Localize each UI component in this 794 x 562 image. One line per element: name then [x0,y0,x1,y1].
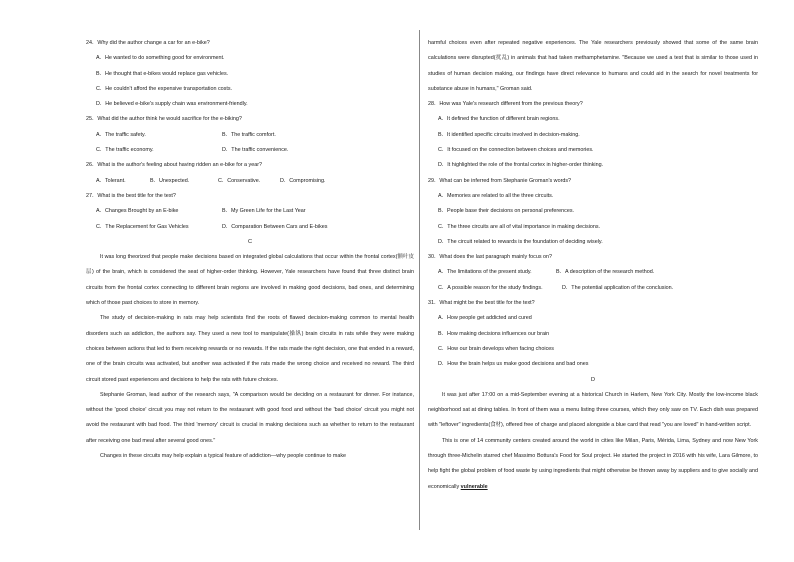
q30-option-c: C．A possible reason for the study findings. [438,284,543,291]
q25-option-d: D．The traffic convenience. [222,147,289,154]
q25-options-row1 [86,128,414,143]
q27-option-d: D．Comparation Between Cars and E-bikes [222,223,328,230]
q27-options-row2 [86,220,414,235]
question-24-stem: 24．Why did the author change a car for an e-bike? [86,40,210,46]
q28-option-d: D．It highlighted the role of the frontal cortex in higher-order thinking. [438,162,604,169]
q27-option-a: A．Changes Brought by an E-bike [96,208,179,215]
question-27-stem: 27．What is the best title for the text? [86,192,176,199]
q27-option-b: B．My Green Life for the Last Year [222,208,306,215]
q31-option-b: B．How making decisions influences our brain [438,330,550,337]
q24-option-b: B．He thought that e-bikes would replace gas vehicles. [96,70,229,77]
question-25-stem: 25．What did the author think he would sacrifice for the e-biking? [86,116,242,123]
section-d-heading: D [590,376,596,383]
underlined-word-vulnerable: vulnerable [460,483,488,490]
q31-option-d: D．How the brain helps us make good decisions and bad ones [438,361,589,368]
q26-option-d: D．Compromising. [280,177,326,184]
q27-option-c: C．The Replacement for Gas Vehicles [96,223,189,230]
q29-option-d: D．The circuit related to rewards is the foundation of deciding wisely. [438,238,603,245]
q26-option-a: A．Tolerant. [96,177,126,184]
q25-option-b: B．The traffic comfort. [222,131,276,138]
passage-c-paragraph-4: Changes in these circuits may help explain a typical feature of addiction—why people continue to make [100,453,347,460]
question-30-stem: 30．What does the last paragraph mainly focus on? [428,254,553,261]
question-28-stem: 28．How was Yale's research different from the previous theory? [428,101,583,108]
q30-options-row1 [428,265,758,280]
q29-option-b: B．People base their decisions on personal preferences. [438,208,575,215]
q29-option-c: C．The three circuits are all of vital importance in making decisions. [438,223,601,230]
question-31-stem: 31．What might be the best title for the text? [428,300,535,307]
q28-option-b: B．It identified specific circuits involved in decision-making. [438,131,580,138]
q24-option-c: C．He couldn't afford the expensive transportation costs. [96,85,233,92]
left-column [86,36,414,464]
q27-options-row1 [86,204,414,219]
q25-option-c: C．The traffic economy. [96,147,154,154]
q29-option-a: A．Memories are related to all the three circuits. [438,192,554,199]
q24-option-a: A．He wanted to do something good for environment. [96,55,225,62]
column-divider [419,30,420,530]
q26-option-b: B．Unexpected. [150,177,190,184]
q25-option-a: A．The traffic safety. [96,131,146,138]
q30-options-row2 [428,281,758,296]
q31-option-c: C．How our brain develops when facing choices [438,345,554,352]
passage-d-paragraph-2 [428,434,758,495]
passage-c-paragraph-1: It was long theorized that people make decisions based on integrated global calculations that occur within the frontal cortex(额叶皮层) of the brain, which is considered the seat of higher-order thinking. However, Yale researchers have found that three distinct brain circuits from the frontal cortex connecting to different brain regions are involved in making good decisions, bad ones, and determining which of those past choices to store in memory. [86,254,414,307]
q31-option-a: A．How people get addicted and cured [438,315,532,322]
passage-d-paragraph-1: It was just after 17:00 on a mid-September evening at a historical Church in Harlem, New York City. Mostly the low-income black neighborhood sat at dining tables. In front of them was a menu listing three courses, which they only saw on TV. Each dish was prepared with "leftover" ingredients(食材), offered free of charge and placed alongside a blue card that read "you are loved" in hand-written script. [428,391,758,429]
q26-option-c: C．Conservative. [218,177,261,184]
section-c-heading: C [247,238,253,245]
passage-c-continuation: harmful choices even after repeated negative experiences. The Yale researchers previously showed that some of the same brain calculations were disrupted(扰乱) in animals that had taken methamphetamine. "Because we used a test that is similar to those used in studies of human decision making, our findings have direct relevance to humans and could aid in the search for novel treatments for substance abuse in humans," Groman said. [428,40,758,92]
q30-option-d: D．The potential application of the conclusion. [562,284,674,291]
question-29-stem: 29．What can be inferred from Stephanie Groman's words? [428,177,572,184]
q24-option-d: D．He believed e-bike's supply chain was environment-friendly. [96,101,248,108]
q28-option-c: C．It focused on the connection between choices and memories. [438,147,594,154]
q30-option-a: A．The limitations of the present study. [438,269,532,276]
passage-c-paragraph-2: The study of decision-making in rats may help scientists find the roots of flawed decision-making common to mental health disorders such as addiction, the authors say. They used a new tool to manipulate(操纵) brain circuits in rats while they were making choices between actions that led to them receiving rewards or no rewards. If the rats made the right decision, one that ended in a reward, one of the brain circuits was activated, but another was activated if the rats made the wrong choice and received no reward. The third circuit stored past experiences and decisions to help the rats with future choices. [86,315,414,383]
right-column [428,36,758,495]
q28-option-a: A．It defined the function of different brain regions. [438,116,560,123]
question-26-stem: 26．What is the author's feeling about having ridden an e-bike for a year? [86,162,263,169]
q30-option-b: B．A description of the research method. [556,269,655,276]
q25-options-row2 [86,143,414,158]
passage-d-paragraph-2-text: This is one of 14 community centers created around the world in cities like Milan, Paris, Mérida, Lima, Sydney and now New York through three-Michelin starred chef Massimo Bottura's Food for Soul project. He started the project in 2016 with his wife, Lara Gilmore, to help fight the global problem of food waste by using ingredients that might otherwise be thrown away by suppliers and to give socially and economically [428,437,758,490]
passage-c-paragraph-3: Stephanie Groman, lead author of the research says, "A comparison would be deciding on a restaurant for dinner. For instance, without the 'good choice' circuit you may not return to the restaurant with good food and without the 'bad choice' circuit you might not avoid the restaurant with bad food. The third 'memory' circuit is crucial in making decisions such as whether to return to the restaurant after receiving one bad meal after several good ones." [86,391,414,444]
q26-options-row [86,174,414,189]
